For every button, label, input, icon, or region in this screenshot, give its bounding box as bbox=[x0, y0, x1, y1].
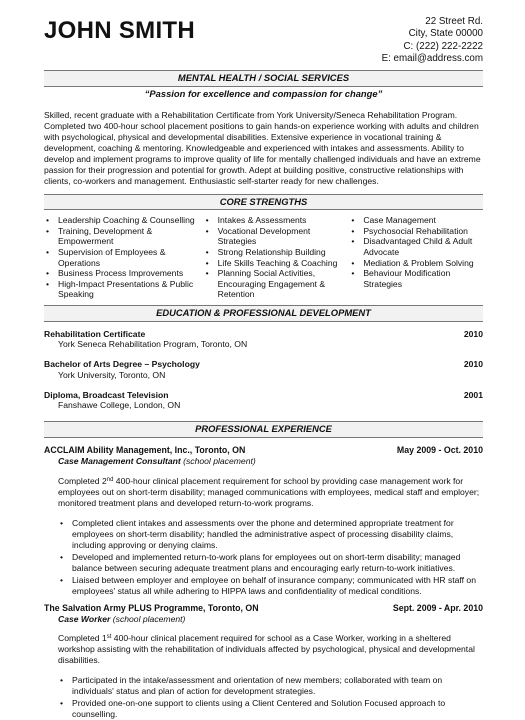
strength-item: • Psychosocial Rehabilitation bbox=[349, 226, 483, 237]
strengths-column-1 bbox=[44, 215, 204, 300]
job-title: Case Management Consultant bbox=[58, 455, 181, 466]
job-title: Case Worker bbox=[58, 613, 111, 624]
job-company: The Salvation Army PLUS Programme, Toronto, ON bbox=[44, 602, 259, 613]
job-description-rest: 400-hour clinical placement required for school as a Case Worker, working in a sheltered workshop assisting with the rehabilitation of individuals affected by psychological, physical and developmental disabilities. bbox=[58, 633, 475, 666]
strength-item: • Mediation & Problem Solving bbox=[349, 258, 483, 269]
address-line-1: 22 Street Rd. bbox=[425, 16, 483, 27]
education-institution: York University, Toronto, ON bbox=[58, 369, 166, 380]
strength-item: • Planning Social Activities, Encouraging Engagement & Retention bbox=[204, 268, 350, 300]
strength-item: • Business Process Improvements bbox=[44, 268, 204, 279]
experience-heading: PROFESSIONAL EXPERIENCE bbox=[44, 421, 483, 438]
job-company: ACCLAIM Ability Management, Inc., Toronto, ON bbox=[44, 444, 246, 455]
job-role bbox=[44, 614, 483, 625]
job-bullet: • Developed and implemented return-to-work plans for employees out on short-term disability; managed balance between securing adequate treatment plans and encouraging early return-to-work initiatives. bbox=[58, 552, 483, 574]
job-entry bbox=[44, 445, 483, 597]
education-title: Bachelor of Arts Degree – Psychology bbox=[44, 359, 200, 370]
job-description-rest: 400-hour clinical placement requirement for school by providing case management work for employees out on short-term disability; managed communications with employees, medical staff and employer; monitored treatment plans and developed return-to-work programs. bbox=[58, 475, 480, 508]
job-bullet: • Provided one-on-one support to clients using a Client Centered and Solution Focused approach to counselling. bbox=[58, 698, 483, 720]
strength-item: • High-Impact Presentations & Public Speaking bbox=[44, 279, 204, 300]
education-institution: Fanshawe College, London, ON bbox=[58, 400, 181, 411]
job-entry bbox=[44, 603, 483, 720]
job-description-start: Completed 1 bbox=[58, 633, 107, 644]
job-note: (school placement) bbox=[183, 455, 256, 466]
education-item bbox=[44, 329, 483, 350]
strength-item: • Strong Relationship Building bbox=[204, 247, 350, 258]
job-bullet: • Participated in the intake/assessment and orientation of new members; collaborated with team on individuals' status and plan of action for development strategies. bbox=[58, 675, 483, 697]
strength-item: • Vocational Development Strategies bbox=[204, 226, 350, 247]
strengths-column-3 bbox=[349, 215, 483, 300]
strength-item: • Supervision of Employees & Operations bbox=[44, 247, 204, 268]
contact-block bbox=[382, 16, 483, 65]
job-role bbox=[44, 456, 483, 467]
job-note: (school placement) bbox=[112, 613, 186, 624]
job-description bbox=[44, 476, 483, 509]
education-institution: York Seneca Rehabilitation Program, Toronto, ON bbox=[58, 339, 248, 350]
profile-heading: MENTAL HEALTH / SOCIAL SERVICES bbox=[44, 70, 483, 87]
ordinal-suffix: nd bbox=[106, 476, 114, 483]
job-description-start: Completed 2 bbox=[58, 475, 107, 486]
ordinal-suffix: st bbox=[106, 634, 112, 641]
job-dates: May 2009 - Oct. 2010 bbox=[396, 444, 483, 455]
education-title: Rehabilitation Certificate bbox=[44, 328, 146, 339]
strength-item: • Case Management bbox=[349, 215, 483, 226]
address-line-2: City, State 00000 bbox=[408, 28, 483, 40]
strength-item: • Life Skills Teaching & Coaching bbox=[204, 258, 350, 269]
education-title: Diploma, Broadcast Television bbox=[44, 389, 169, 400]
resume-header bbox=[44, 14, 483, 70]
education-item bbox=[44, 359, 483, 380]
job-bullet: • Liaised between employer and employee on behalf of insurance company; communicated with HR staff on employees' status all while adhering to HIPPA laws and confidentiality of medical conditions. bbox=[58, 575, 483, 597]
education-year: 2001 bbox=[463, 389, 483, 400]
education-item bbox=[44, 390, 483, 411]
candidate-name: JOHN SMITH bbox=[44, 17, 196, 44]
job-dates: Sept. 2009 - Apr. 2010 bbox=[392, 602, 483, 613]
strengths-list bbox=[44, 215, 483, 300]
strength-item: • Training, Development & Empowerment bbox=[44, 226, 204, 247]
email-line: E: email@address.com bbox=[381, 52, 483, 64]
education-heading: EDUCATION & PROFESSIONAL DEVELOPMENT bbox=[44, 305, 483, 322]
job-bullets bbox=[44, 518, 483, 597]
strength-item: • Behaviour Modification Strategies bbox=[349, 268, 483, 289]
strengths-column-2 bbox=[204, 215, 350, 300]
profile-tagline: “Passion for excellence and compassion for change” bbox=[144, 87, 383, 99]
job-description bbox=[44, 633, 483, 666]
strength-item: • Leadership Coaching & Counselling bbox=[44, 215, 204, 226]
strengths-heading: CORE STRENGTHS bbox=[44, 194, 483, 211]
job-bullet: • Completed client intakes and assessments over the phone and determined appropriate treatment for employees on short-term disability; handled the administrative aspect of processing disability claims, including approving or denying claims. bbox=[58, 518, 483, 551]
education-year: 2010 bbox=[463, 328, 483, 339]
strength-item: • Disadvantaged Child & Adult Advocate bbox=[349, 236, 483, 257]
profile-summary: Skilled, recent graduate with a Rehabilitation Certificate from York University/Seneca Rehabilitation Program. Completed two 400-hour school placement positions to gain hands-on experience working with adults and children with psychological, physical and developmental disabilities. Extensive experience in vocational training & development, coaching & mentoring. Knowledgeable and experienced with intakes and assessments. Ability to develop and implement programs to improve quality of life for mentally challenged individuals and have an extreme passion for their progression and potential for growth. Adept at building positive, constructive relationships with clients, co-workers and management. Enthusiastic self-starter ready for new challenges. bbox=[44, 109, 481, 186]
phone-line: C: (222) 222-2222 bbox=[403, 40, 483, 52]
education-year: 2010 bbox=[463, 359, 483, 370]
job-bullets bbox=[44, 675, 483, 720]
strength-item: • Intakes & Assessments bbox=[204, 215, 350, 226]
